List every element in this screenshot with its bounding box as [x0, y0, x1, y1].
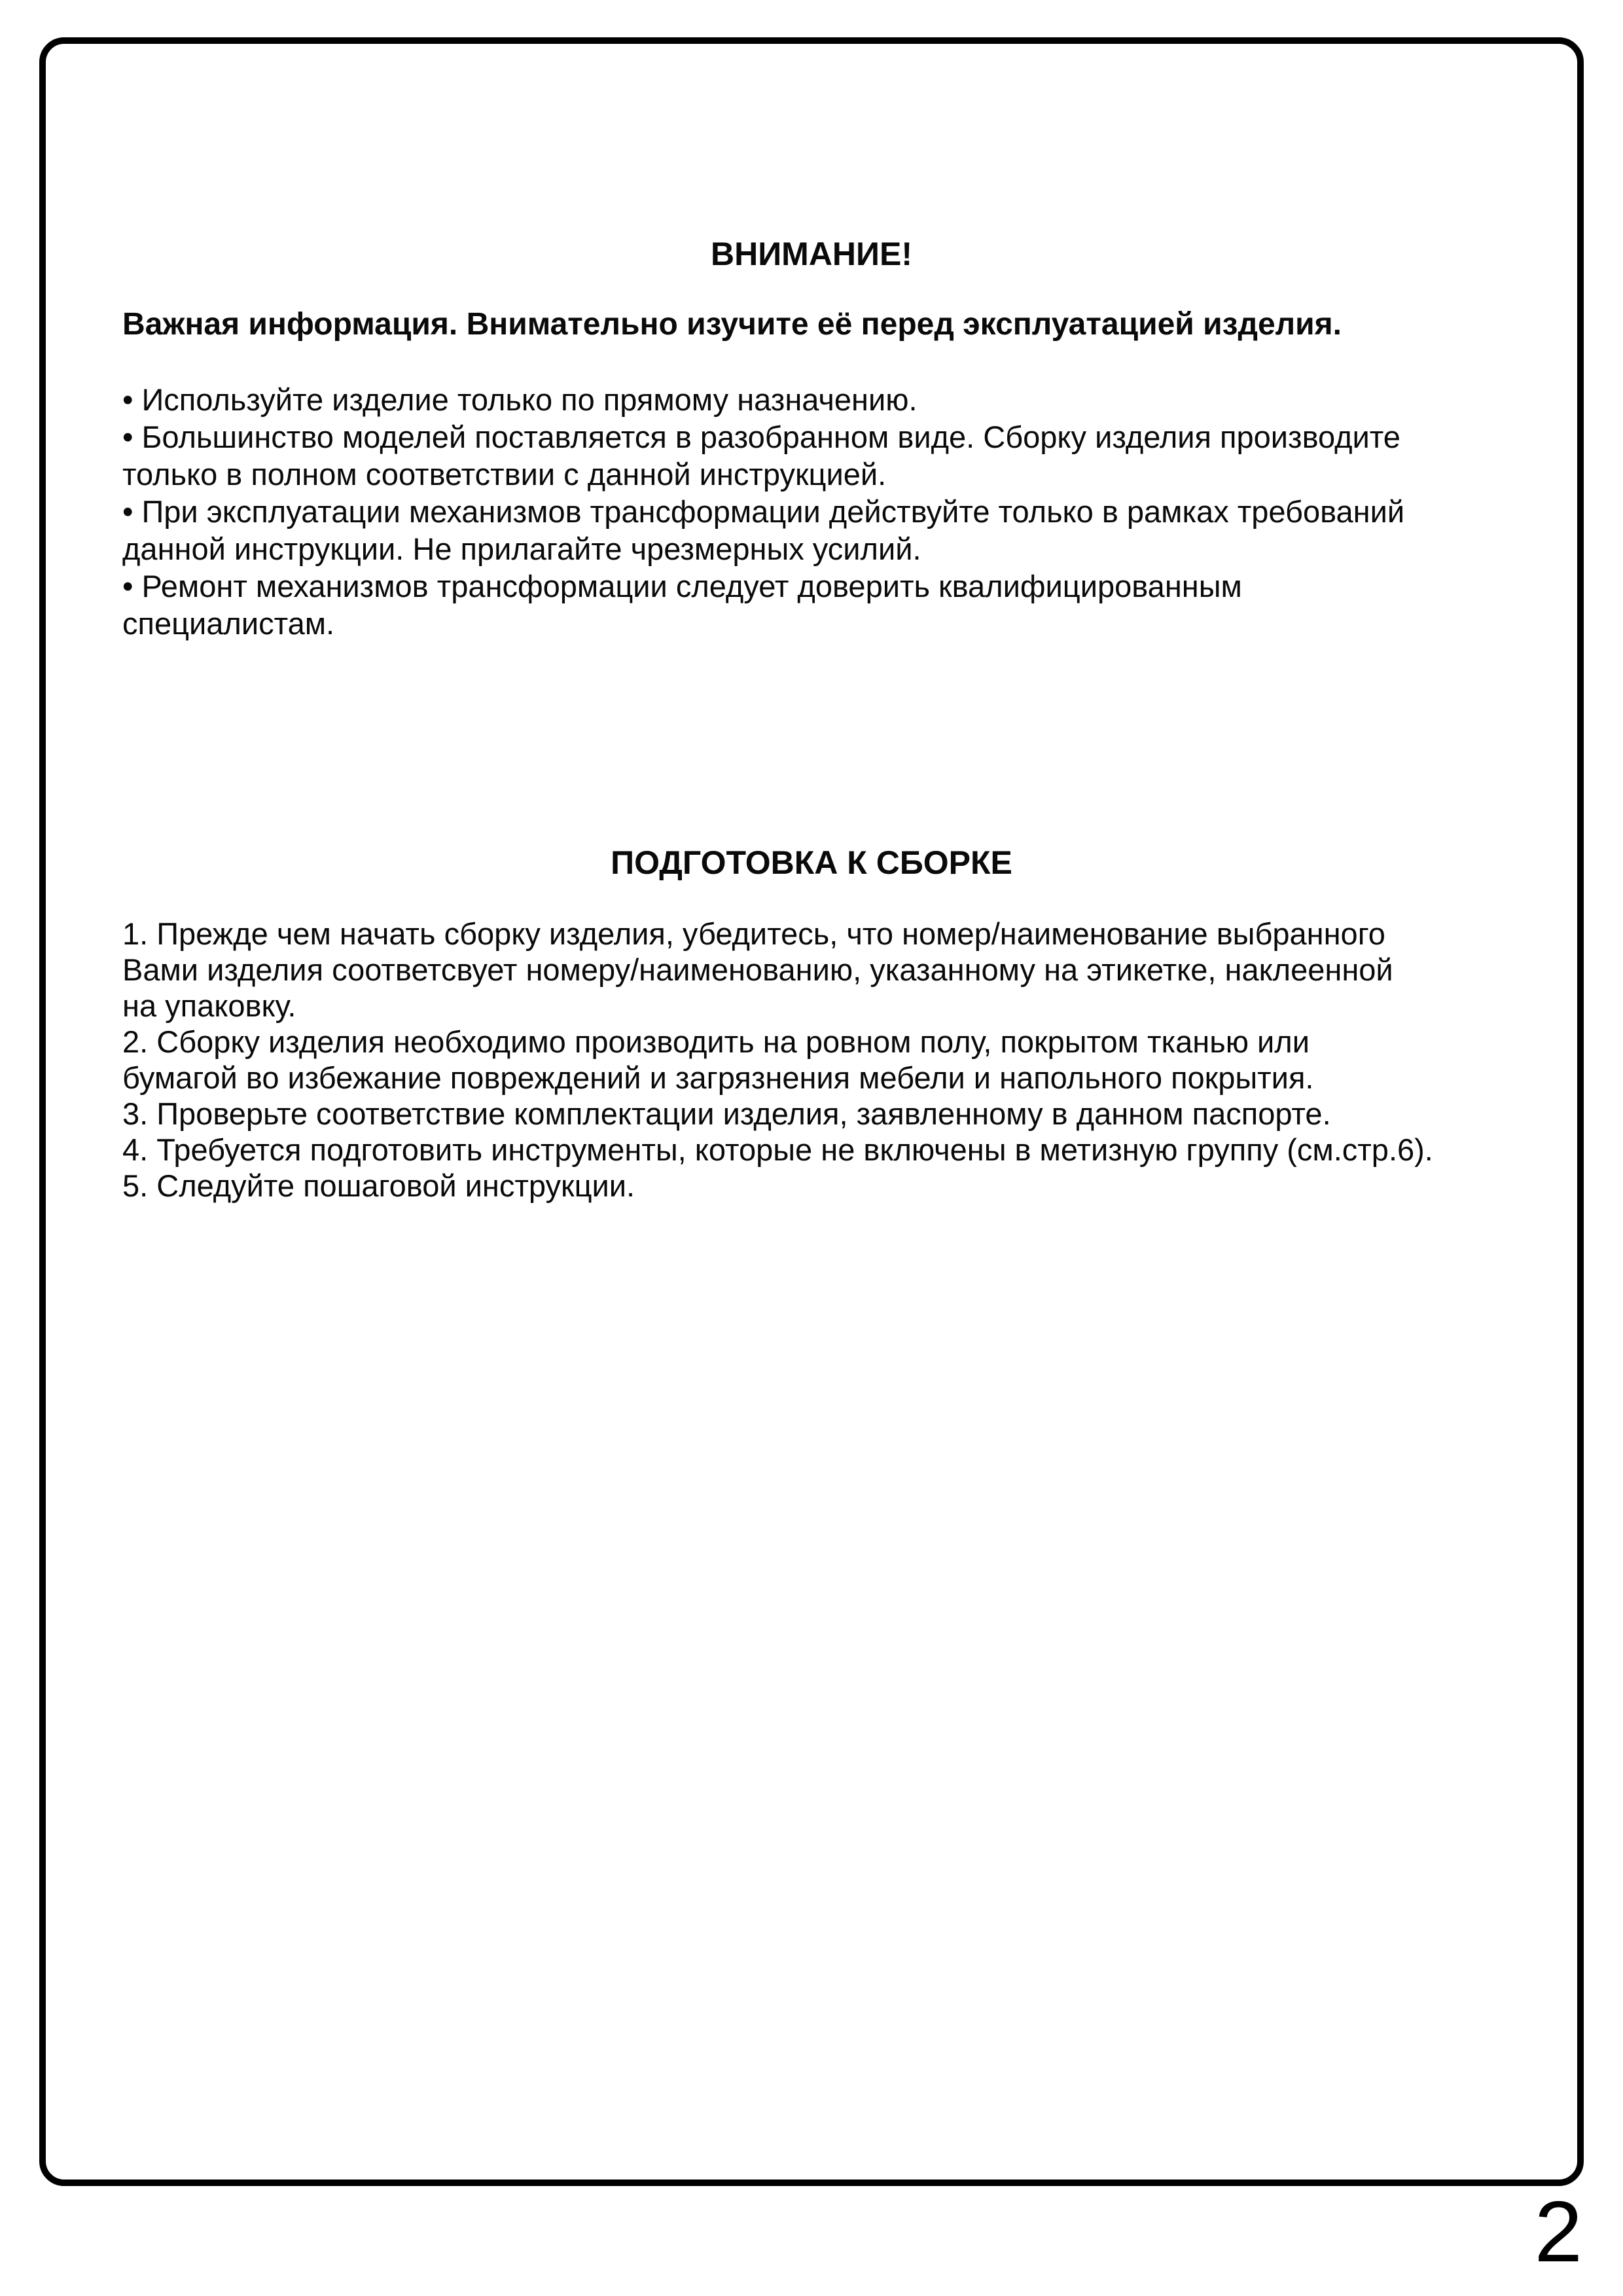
text-line: 3. Проверьте соответствие комплектации изделия, заявленному в данном паспорте.	[122, 1096, 1331, 1131]
text-line: специалистам.	[122, 606, 335, 641]
text-line: бумагой во избежание повреждений и загрязнения мебели и напольного покрытия.	[122, 1060, 1314, 1095]
text-line: • Ремонт механизмов трансформации следует доверить квалифицированным	[122, 569, 1242, 603]
page-number: 2	[1534, 2183, 1582, 2280]
text-line: • При эксплуатации механизмов трансформации действуйте только в рамках требований	[122, 494, 1405, 529]
text-line: 2. Сборку изделия необходимо производить на ровном полу, покрытом тканью или	[122, 1024, 1310, 1059]
preparation-steps	[122, 916, 1433, 1204]
text-line: данной инструкции. Не прилагайте чрезмерных усилий.	[122, 531, 921, 566]
preparation-title: ПОДГОТОВКА К СБОРКЕ	[611, 844, 1012, 881]
text-line: 4. Требуется подготовить инструменты, которые не включены в метизную группу (см.стр.6).	[122, 1132, 1433, 1167]
text-line: 5. Следуйте пошаговой инструкции.	[122, 1168, 635, 1203]
text-line: • Большинство моделей поставляется в разобранном виде. Сборку изделия производите	[122, 420, 1400, 454]
attention-bullets	[122, 381, 1404, 642]
text-line: на упаковку.	[122, 988, 296, 1023]
text-line: • Используйте изделие только по прямому назначению.	[122, 382, 918, 417]
attention-intro: Важная информация. Внимательно изучите её перед эксплуатацией изделия.	[122, 307, 1342, 342]
attention-title: ВНИМАНИЕ!	[711, 236, 912, 272]
text-line: Вами изделия соответсвует номеру/наименованию, указанному на этикетке, наклеенной	[122, 952, 1393, 987]
text-line: 1. Прежде чем начать сборку изделия, убедитесь, что номер/наименование выбранного	[122, 916, 1385, 951]
text-line: только в полном соответствии с данной инструкцией.	[122, 457, 887, 492]
